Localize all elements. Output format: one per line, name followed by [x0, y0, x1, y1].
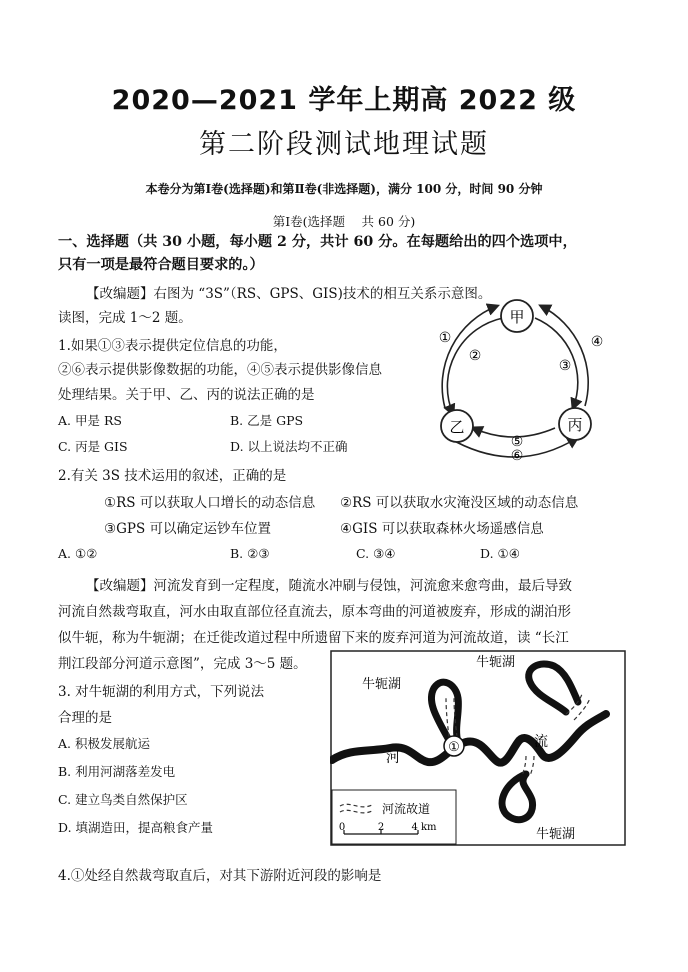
node-bing-label: 丙	[567, 416, 583, 434]
scale-tick-4km: 4 km	[411, 822, 437, 833]
legend-label: 河流故道	[382, 802, 431, 816]
q4-stem: 4.①处经自然裁弯取直后，对其下游附近河段的影响是	[58, 868, 382, 884]
arrow-label-3: ③	[558, 358, 572, 374]
exam-title-line2: 第二阶段测试地理试题	[199, 129, 489, 160]
legend-box	[332, 790, 456, 844]
arrow-4-arc	[541, 306, 588, 406]
q2-item-3: ③GPS 可以确定运钞车位置	[104, 521, 272, 537]
q1-option-a: A. 甲是 RS	[58, 413, 122, 428]
jingjiang-river-map	[330, 650, 626, 846]
q2-option-c: C. ③④	[356, 546, 396, 561]
scale-tick-2: 2	[377, 822, 385, 833]
q3-stem-line2: 合理的是	[58, 710, 112, 726]
q1-stem-line2: ②⑥表示提供影像数据的功能，④⑤表示提供影像信息	[58, 362, 382, 378]
q2-item-4: ④GIS 可以获取森林火场遥感信息	[340, 521, 544, 537]
exam-title-line1: 2020—2021 学年上期高 2022 级	[111, 85, 577, 116]
node-jia-label: 甲	[509, 308, 525, 326]
exam-note: 本卷分为第Ⅰ卷(选择题)和第Ⅱ卷(非选择题)，满分 100 分，时间 90 分钟	[145, 182, 543, 196]
q2-option-d: D. ①④	[480, 546, 520, 561]
arrow-label-6: ⑥	[510, 448, 524, 464]
q1-option-b: B. 乙是 GPS	[230, 413, 304, 428]
group2-intro-line2: 河流自然裁弯取直，河水由取直部位径直流去，原本弯曲的河道被废弃，形成的湖泊形	[58, 604, 571, 620]
q2-stem: 2.有关 3S 技术运用的叙述，正确的是	[58, 468, 287, 484]
point-1-label: ①	[448, 740, 460, 755]
group1-intro-line2: 读图，完成 1～2 题。	[58, 310, 192, 326]
lake-label-2: 牛轭湖	[476, 655, 516, 670]
part1-title: 第Ⅰ卷(选择题 共 60 分)	[272, 214, 416, 229]
group2-intro-line4: 荆江段部分河道示意图”，完成 3～5 题。	[58, 656, 307, 672]
q1-stem-line1: 1.如果①③表示提供定位信息的功能，	[58, 338, 287, 354]
q2-item-1: ①RS 可以获取人口增长的动态信息	[104, 495, 316, 511]
scale-tick-0: 0	[338, 822, 346, 833]
arrow-label-5: ⑤	[510, 434, 524, 450]
3s-relation-diagram	[425, 296, 625, 466]
q2-option-b: B. ②③	[230, 546, 270, 561]
q3-option-d: D. 填湖造田，提高粮食产量	[58, 820, 214, 835]
lake-label-3: 牛轭湖	[536, 827, 576, 842]
q3-option-b: B. 利用河湖落差发电	[58, 764, 176, 779]
q2-option-a: A. ①②	[58, 546, 98, 561]
group2-intro-line3: 似牛轭，称为牛轭湖；在迁徙改道过程中所遗留下来的废弃河道为河流故道，读 “长江	[58, 630, 569, 646]
q3-option-a: A. 积极发展航运	[58, 736, 150, 751]
lake-label-1: 牛轭湖	[362, 677, 402, 692]
q3-option-c: C. 建立鸟类自然保护区	[58, 792, 188, 807]
group1-intro-line1: 【改编题】右图为 “3S”（RS、GPS、GIS)技术的相互关系示意图。	[86, 286, 492, 302]
q1-stem-line3: 处理结果。关于甲、乙、丙的说法正确的是	[58, 387, 315, 403]
q1-option-d: D. 以上说法均不正确	[230, 439, 348, 454]
river-char-2: 流	[534, 734, 548, 750]
group2-intro-line1: 【改编题】河流发育到一定程度，随流水冲刷与侵蚀，河流愈来愈弯曲，最后导致	[86, 578, 572, 594]
q3-stem-line1: 3. 对牛轭湖的利用方式，下列说法	[58, 684, 265, 700]
river-char-1: 河	[386, 750, 400, 766]
arrow-label-4: ④	[590, 334, 604, 350]
q2-item-2: ②RS 可以获取水灾淹没区域的动态信息	[340, 495, 579, 511]
section-heading-line2: 只有一项是最符合题目要求的。）	[58, 257, 264, 273]
section-heading-line1: 一、选择题（共 30 小题，每小题 2 分，共计 60 分。在每题给出的四个选项中，	[58, 234, 577, 250]
arrow-label-2: ②	[468, 348, 482, 364]
q1-option-c: C. 丙是 GIS	[58, 439, 128, 454]
arrow-2-arc	[447, 318, 503, 414]
node-yi-label: 乙	[449, 418, 465, 436]
arrow-label-1: ①	[438, 330, 452, 346]
